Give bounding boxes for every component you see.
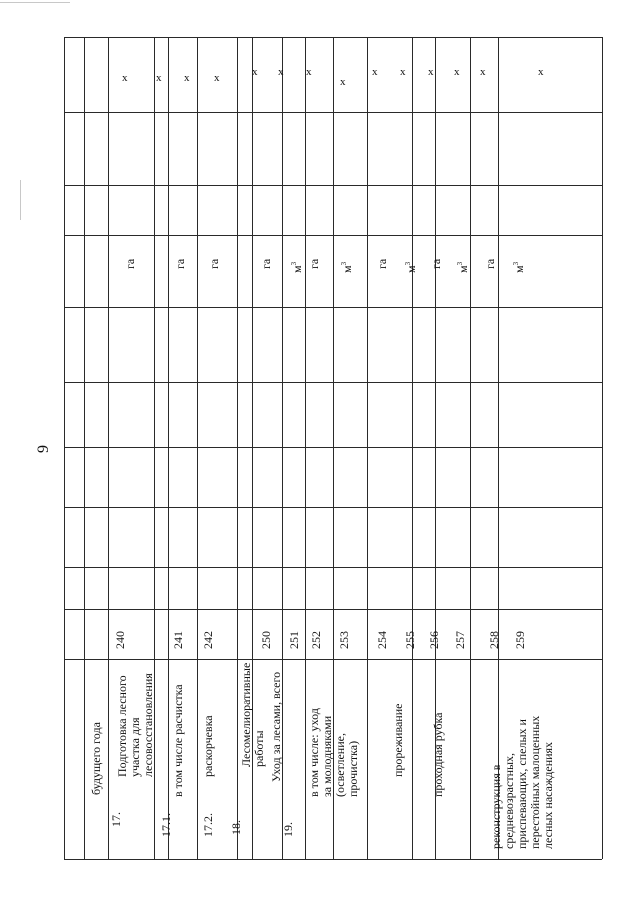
row-19-number: 19. <box>281 822 295 837</box>
row-passage-cut-mark-b: x <box>454 66 460 78</box>
row-passage-cut-code-b: 257 <box>453 631 467 649</box>
row-19-mark-a: x <box>252 66 258 78</box>
header-cell: будущего года <box>89 722 103 795</box>
scan-edge-top <box>0 2 70 3</box>
row-17-1-code: 241 <box>171 631 185 649</box>
row-thinning-mark-b: x <box>400 66 406 78</box>
row-thinning-code-a: 254 <box>375 631 389 649</box>
row-passage-cut-mark-a: x <box>428 66 434 78</box>
row-reconstruction-mark-a: x <box>480 66 486 78</box>
row-reconstruction-name: реконструкция в средневозрастных, приспевающих, спелых и перестойных малоценных лесных насаждениях <box>489 715 555 849</box>
row-passage-cut-unit-a: га <box>429 258 443 269</box>
scan-edge-left <box>20 180 21 220</box>
row-17-2-name: раскорчевка <box>201 715 215 777</box>
row-18-name: Лесомелиоративные работы <box>239 662 266 767</box>
row-reconstruction-unit-b: $м^3$ <box>512 261 526 273</box>
row-19-unit-a: га <box>259 258 273 269</box>
row-thinning-unit-a: га <box>375 258 389 269</box>
row-17-1-mark-b: x <box>184 72 190 84</box>
row-reconstruction-code-a: 258 <box>487 631 501 649</box>
row-19-name: Уход за лесами, всего <box>269 671 283 782</box>
row-young-stands-code-a: 252 <box>309 631 323 649</box>
row-reconstruction-code-b: 259 <box>513 631 527 649</box>
row-reconstruction-unit-a: га <box>483 258 497 269</box>
row-passage-cut-name: проходная рубка <box>431 712 445 797</box>
row-19-code-b: 251 <box>287 631 301 649</box>
row-passage-cut-code-a: 256 <box>427 631 441 649</box>
row-17-number: 17. <box>109 812 123 827</box>
row-17-1-mark-a: x <box>156 72 162 84</box>
row-17-1-number: 17.1. <box>159 813 173 837</box>
row-young-stands-unit-a: га <box>307 258 321 269</box>
row-17-1-name: в том числе расчистка <box>171 684 185 797</box>
row-thinning-name: прореживание <box>391 703 405 777</box>
row-17-1-unit: га <box>173 258 187 269</box>
form-table <box>64 37 602 859</box>
row-17-2-mark: x <box>214 72 220 84</box>
row-thinning-mark-a: x <box>372 66 378 78</box>
row-19-unit-b: $м^3$ <box>290 261 304 273</box>
row-19-mark-b: x <box>278 66 284 78</box>
row-thinning-unit-b: $м^3$ <box>404 261 418 273</box>
row-17-name: Подготовка лесного участка для лесовосстановления <box>115 673 155 777</box>
row-17-2-code: 242 <box>201 631 215 649</box>
row-young-stands-unit-b: $м^3$ <box>340 261 354 273</box>
row-young-stands-code-b: 253 <box>337 631 351 649</box>
row-young-stands-mark-b: x <box>340 76 346 88</box>
row-17-code: 240 <box>113 631 127 649</box>
page-number: 9 <box>35 445 52 453</box>
row-passage-cut-unit-b: $м^3$ <box>456 261 470 273</box>
row-17-2-number: 17.2. <box>201 813 215 837</box>
row-17-2-unit: га <box>207 258 221 269</box>
row-18-number: 18. <box>229 820 243 835</box>
row-17-unit: га <box>123 258 137 269</box>
row-young-stands-mark-a: x <box>306 66 312 78</box>
row-17-mark: x <box>122 72 128 84</box>
row-19-code-a: 250 <box>259 631 273 649</box>
row-thinning-code-b: 255 <box>403 631 417 649</box>
row-young-stands-name: в том числе: уход за молодняками (осветление, прочистка) <box>307 708 360 797</box>
row-reconstruction-mark-b: x <box>538 66 544 78</box>
